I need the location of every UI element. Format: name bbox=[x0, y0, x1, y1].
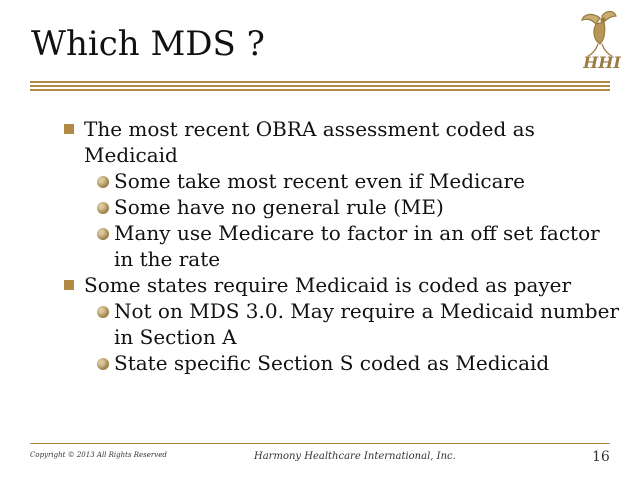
round-bullet-icon bbox=[97, 306, 109, 318]
hhi-dove-logo-icon bbox=[572, 8, 630, 74]
list-item bbox=[60, 116, 620, 168]
square-bullet-icon bbox=[64, 124, 74, 134]
bullet-text: The most recent OBRA assessment coded as Medicaid bbox=[84, 117, 535, 167]
page-number: 16 bbox=[592, 449, 610, 465]
list-item bbox=[60, 298, 620, 350]
slide-title: Which MDS ? bbox=[31, 24, 265, 64]
list-item bbox=[60, 168, 620, 194]
bullet-text: Some states require Medicaid is coded as payer bbox=[84, 273, 572, 297]
bullet-text: Some have no general rule (ME) bbox=[114, 195, 444, 219]
list-item bbox=[60, 272, 620, 298]
footer-divider bbox=[30, 443, 610, 444]
round-bullet-icon bbox=[97, 176, 109, 188]
round-bullet-icon bbox=[97, 228, 109, 240]
logo-text: HHI bbox=[583, 53, 621, 72]
list-item bbox=[60, 350, 620, 376]
title-divider bbox=[30, 81, 610, 91]
bullet-text: State specific Section S coded as Medicaid bbox=[114, 351, 550, 375]
round-bullet-icon bbox=[97, 358, 109, 370]
round-bullet-icon bbox=[97, 202, 109, 214]
square-bullet-icon bbox=[64, 280, 74, 290]
bullet-text: Some take most recent even if Medicare bbox=[114, 169, 525, 193]
bullet-text: Many use Medicare to factor in an off set factor in the rate bbox=[114, 221, 600, 271]
list-item bbox=[60, 220, 620, 272]
list-item bbox=[60, 194, 620, 220]
bullet-text: Not on MDS 3.0. May require a Medicaid number in Section A bbox=[114, 299, 619, 349]
company-name: Harmony Healthcare International, Inc. bbox=[254, 451, 456, 462]
bullet-list bbox=[60, 116, 620, 376]
copyright-text: Copyright © 2013 All Rights Reserved bbox=[30, 451, 167, 459]
